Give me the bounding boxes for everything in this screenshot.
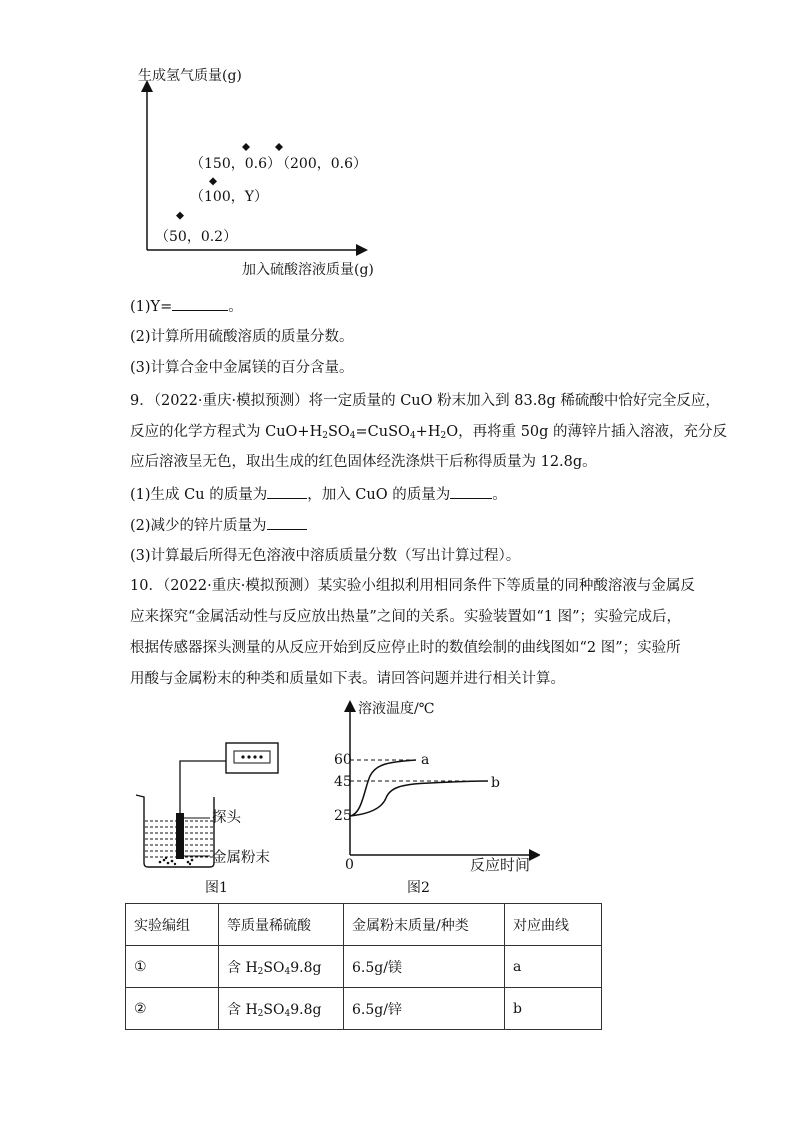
q9-line1: 9．（2022·重庆·模拟预测）将一定质量的 CuO 粉末加入到 83.8g 稀硫酸中恰好完全反应， xyxy=(130,393,720,409)
q9-line2: 反应的化学方程式为 $CuO+H_2SO_4=CuSO_4+H_2O$，再将重 50g 的薄锌片插入溶液，充分反 xyxy=(130,424,728,441)
answer-blank[interactable] xyxy=(172,296,228,311)
data-point-50 xyxy=(176,212,184,220)
table-cell-group: ② xyxy=(126,988,219,1030)
curve-a xyxy=(350,760,416,816)
curve-b xyxy=(350,781,488,816)
point-label-150: （150，0.6） xyxy=(190,156,281,172)
chart1-ylabel: 生成氢气质量(g) xyxy=(138,68,242,84)
point-label-50: （50，0.2） xyxy=(155,229,238,245)
q10-line4: 用酸与金属粉末的种类和质量如下表。请回答问题并进行相关计算。 xyxy=(130,671,565,687)
q8-part3: (3)计算合金中金属镁的百分含量。 xyxy=(130,360,354,376)
chart1-xlabel: 加入硫酸溶液质量(g) xyxy=(242,262,374,278)
fig2-origin: 0 xyxy=(345,857,354,873)
data-point-100 xyxy=(209,177,217,185)
q10-line2: 应来探究“金属活动性与反应放出热量”之间的关系。实验装置如“1 图”；实验完成后， xyxy=(130,609,681,625)
table-header: 金属粉末质量/种类 xyxy=(344,904,505,946)
table-row xyxy=(126,988,602,1030)
fig2-xlabel: 反应时间 xyxy=(470,856,531,874)
powder-label: 金属粉末 xyxy=(212,850,270,866)
table-cell-acid: 含 $H_2SO_49.8g$ xyxy=(219,988,344,1030)
fig2-caption: 图2 xyxy=(407,880,430,896)
q9-part3: (3)计算最后所得无色溶液中溶质质量分数（写出计算过程）。 xyxy=(130,548,521,564)
table-cell-curve: b xyxy=(505,988,602,1030)
experiment-table xyxy=(125,903,602,1030)
table-cell-acid: 含 $H_2SO_49.8g$ xyxy=(219,946,344,988)
table-header: 对应曲线 xyxy=(505,904,602,946)
point-label-200: （200，0.6） xyxy=(276,156,367,172)
tick-60: 60 xyxy=(334,752,352,768)
fig2-graph xyxy=(330,700,540,865)
table-header-row xyxy=(126,904,602,946)
answer-blank[interactable] xyxy=(267,515,307,530)
table-cell-curve: a xyxy=(505,946,602,988)
table-row xyxy=(126,946,602,988)
table-header: 等质量稀硫酸 xyxy=(219,904,344,946)
answer-blank[interactable] xyxy=(267,484,307,499)
data-point-200 xyxy=(275,143,283,151)
fig2-ylabel: 溶液温度/℃ xyxy=(358,701,435,717)
q9-part1: (1)生成 Cu 的质量为 ，加入 CuO 的质量为 。 xyxy=(130,484,507,505)
probe-label: 探头 xyxy=(212,810,241,826)
curve-a-label: a xyxy=(421,752,430,768)
table-header: 实验编组 xyxy=(126,904,219,946)
q8-part1: (1)Y= 。 xyxy=(130,296,243,317)
fig1-caption: 图1 xyxy=(205,880,228,896)
tick-25: 25 xyxy=(334,808,352,824)
sensor-screen xyxy=(234,751,270,763)
table-cell-metal: 6.5g/锌 xyxy=(344,988,505,1030)
answer-blank[interactable] xyxy=(450,484,492,499)
q10-line1: 10．（2022·重庆·模拟预测）某实验小组拟利用相同条件下等质量的同种酸溶液与金属反 xyxy=(130,578,695,594)
sensor-wire xyxy=(180,761,226,813)
q10-line3: 根据传感器探头测量的从反应开始到反应停止时的数值绘制的曲线图如“2 图”；实验所 xyxy=(130,640,681,656)
curve-b-label: b xyxy=(491,775,500,791)
data-point-150 xyxy=(242,143,250,151)
table-cell-group: ① xyxy=(126,946,219,988)
q9-line3: 应后溶液呈无色，取出生成的红色固体经洗涤烘干后称得质量为 12.8g。 xyxy=(130,454,597,470)
tick-45: 45 xyxy=(334,774,352,790)
point-label-100: （100，Y） xyxy=(190,189,268,205)
probe xyxy=(176,813,184,859)
table-cell-metal: 6.5g/镁 xyxy=(344,946,505,988)
q9-part2: (2)减少的锌片质量为 xyxy=(130,515,307,536)
q8-part2: (2)计算所用硫酸溶质的质量分数。 xyxy=(130,329,354,345)
